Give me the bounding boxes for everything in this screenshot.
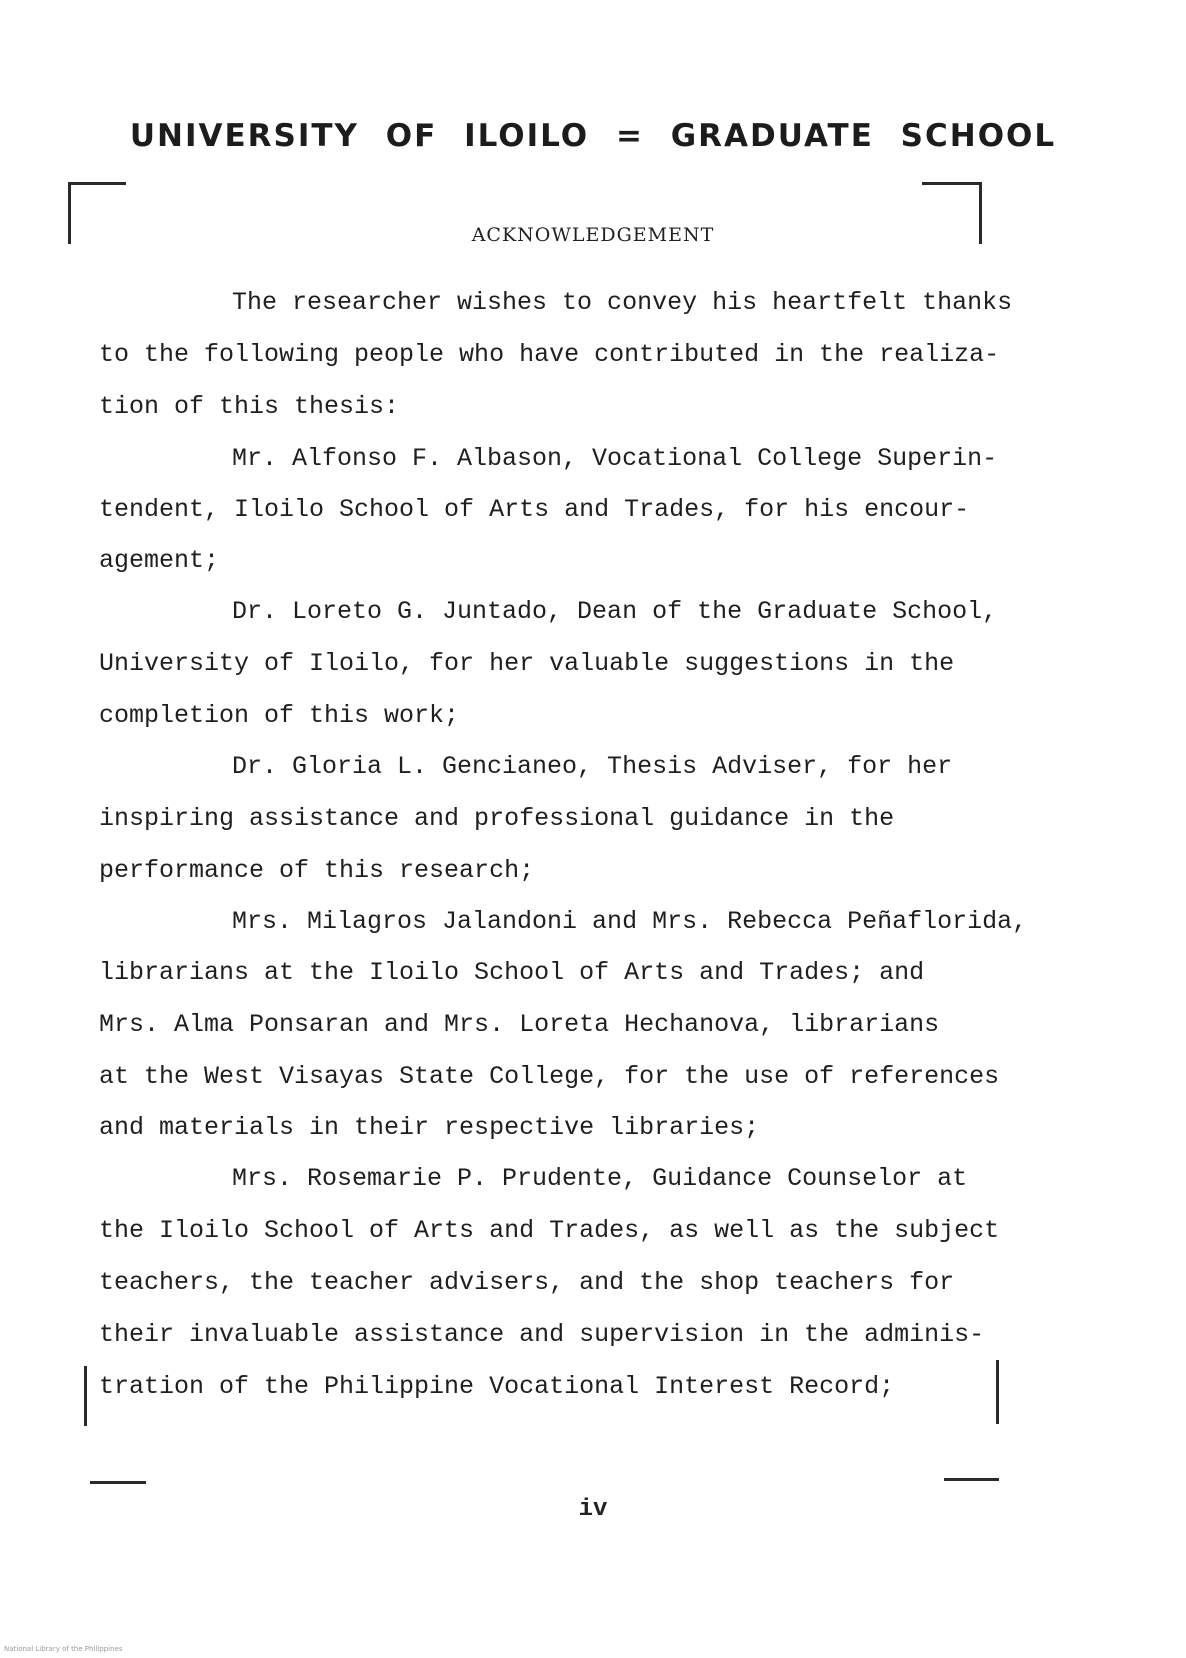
page-number: iv: [578, 1496, 608, 1523]
corner-mark-bottom-right: [944, 1478, 999, 1481]
text-line: the Iloilo School of Arts and Trades, as well as the subject: [99, 1216, 1000, 1245]
text-line: teachers, the teacher advisers, and the shop teachers for: [99, 1268, 955, 1297]
text-line: Mrs. Alma Ponsaran and Mrs. Loreta Hechanova, librarians: [99, 1010, 940, 1039]
corner-mark-top-right: [922, 182, 982, 185]
text-line: their invaluable assistance and supervision in the adminis-: [99, 1320, 985, 1349]
text-line: librarians at the Iloilo School of Arts and Trades; and: [99, 958, 925, 987]
text-line: Mr. Alfonso F. Albason, Vocational College Superin-: [232, 444, 998, 473]
text-line: completion of this work;: [99, 701, 460, 730]
text-line: agement;: [99, 546, 220, 575]
text-line: tration of the Philippine Vocational Interest Record;: [99, 1372, 895, 1401]
corner-mark-bottom-left: [90, 1481, 146, 1484]
text-line: Dr. Gloria L. Gencianeo, Thesis Adviser, for her: [232, 752, 953, 781]
text-line: to the following people who have contributed in the realiza-: [99, 340, 1000, 369]
corner-mark-top-left: [68, 182, 126, 185]
text-line: performance of this research;: [99, 856, 535, 885]
text-line: at the West Visayas State College, for the use of references: [99, 1062, 1000, 1091]
text-line: inspiring assistance and professional guidance in the: [99, 804, 895, 833]
text-line: tion of this thesis:: [99, 392, 400, 421]
corner-mark-bottom-left-vertical: [84, 1366, 87, 1426]
acknowledgement-heading: ACKNOWLEDGEMENT: [471, 224, 715, 246]
text-line: The researcher wishes to convey his heartfelt thanks: [232, 288, 1013, 317]
text-line: Dr. Loreto G. Juntado, Dean of the Graduate School,: [232, 597, 998, 626]
text-line: Mrs. Milagros Jalandoni and Mrs. Rebecca Peñaflorida,: [232, 907, 1028, 936]
text-line: Mrs. Rosemarie P. Prudente, Guidance Counselor at: [232, 1164, 968, 1193]
text-line: and materials in their respective libraries;: [99, 1113, 760, 1142]
scan-footer-note: National Library of the Philippines: [4, 1645, 123, 1653]
text-line: University of Iloilo, for her valuable suggestions in the: [99, 649, 955, 678]
institution-header: UNIVERSITY OF ILOILO = GRADUATE SCHOOL: [129, 118, 1057, 154]
corner-mark-bottom-right-vertical: [996, 1360, 999, 1424]
text-line: tendent, Iloilo School of Arts and Trades, for his encour-: [99, 495, 970, 524]
